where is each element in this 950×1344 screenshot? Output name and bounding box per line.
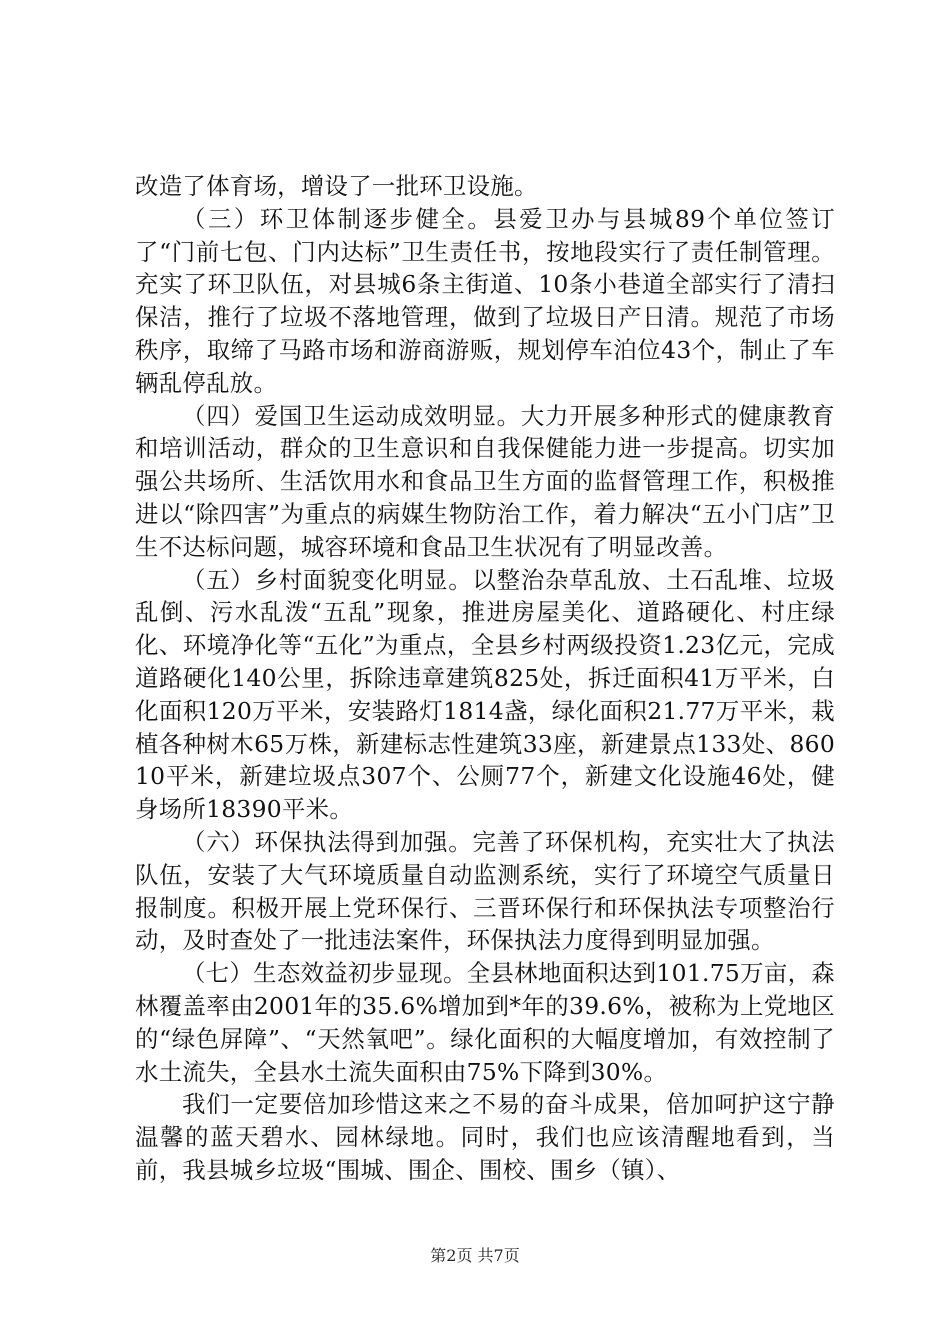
paragraph-section-3: （三）环卫体制逐步健全。县爱卫办与县城89个单位签订了“门前七包、门内达标”卫生责任书，按地段实行了责任制管理。充实了环卫队伍，对县城6条主街道、10条小巷道全部实行了清扫保洁，推行了垃圾不落地管理，做到了垃圾日产日清。规范了市场秩序，取缔了马路市场和游商游贩，规划停车泊位43个，制止了车辆乱停乱放。 <box>135 204 835 397</box>
paragraph-continuation: 改造了体育场，增设了一批环卫设施。 <box>135 172 538 200</box>
paragraph-section-5: （五）乡村面貌变化明显。以整治杂草乱放、土石乱堆、垃圾乱倒、污水乱泼“五乱”现象，推进房屋美化、道路硬化、村庄绿化、环境净化等“五化”为重点，全县乡村两级投资1.23亿元，完成道路硬化140公里，拆除违章建筑825处，拆迁面积41万平米，白化面积120万平米，安装路灯1814盏，绿化面积21.77万平米，栽植各种树木65万株，新建标志性建筑33座，新建景点133处、86010平米，新建垃圾点307个、公厕77个，新建文化设施46处，健身场所18390平米。 <box>135 565 835 824</box>
paragraph-closing: 我们一定要倍加珍惜这来之不易的奋斗成果，倍加呵护这宁静温馨的蓝天碧水、园林绿地。同时，我们也应该清醒地看到，当前，我县城乡垃圾“围城、围企、围校、围乡（镇）、 <box>135 1090 835 1184</box>
paragraph-section-6: （六）环保执法得到加强。完善了环保机构，充实壮大了执法队伍，安装了大气环境质量自动监测系统，实行了环境空气质量日报制度。积极开展上党环保行、三晋环保行和环保执法专项整治行动，及时查处了一批违法案件，环保执法力度得到明显加强。 <box>135 827 835 955</box>
paragraph-section-7: （七）生态效益初步显现。全县林地面积达到101.75万亩，森林覆盖率由2001年的35.6%增加到*年的39.6%，被称为上党地区的“绿色屏障”、“天然氧吧”。绿化面积的大幅度增加，有效控制了水土流失，全县水土流失面积由75%下降到30%。 <box>135 959 835 1086</box>
document-body <box>135 170 835 1187</box>
paragraph-section-4: （四）爱国卫生运动成效明显。大力开展多种形式的健康教育和培训活动，群众的卫生意识和自我保健能力进一步提高。切实加强公共场所、生活饮用水和食品卫生方面的监督管理工作，积极推进以“除四害”为重点的病媒生物防治工作，着力解决“五小门店”卫生不达标问题，城容环境和食品卫生状况有了明显改善。 <box>135 401 835 561</box>
page-number-footer: 第2页 共7页 <box>430 1246 520 1265</box>
